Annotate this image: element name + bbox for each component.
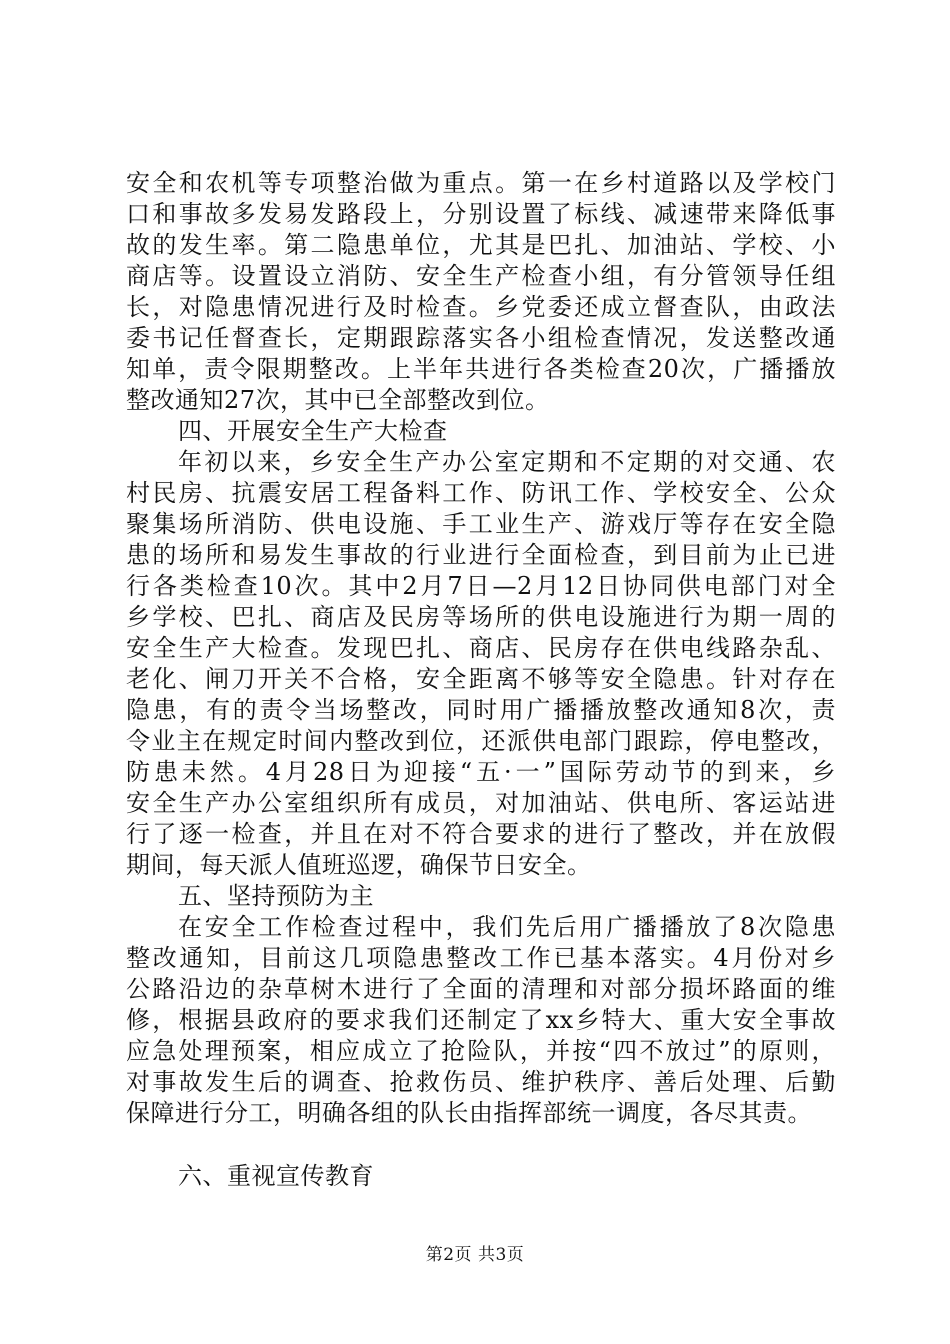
- paragraph-line: 修，根据县政府的要求我们还制定了xx乡特大、重大安全事故: [126, 1006, 836, 1034]
- paragraph-line: 隐患，有的责令当场整改，同时用广播播放整改通知8次，责: [126, 696, 836, 724]
- paragraph-line: 安全生产办公室组织所有成员，对加油站、供电所、客运站进: [126, 789, 836, 817]
- paragraph-line: 整改通知，目前这几项隐患整改工作已基本落实。4月份对乡: [126, 944, 836, 972]
- paragraph-line: 应急处理预案，相应成立了抢险队，并按“四不放过”的原则，: [126, 1037, 836, 1065]
- paragraph-line: 行了逐一检查，并且在对不符合要求的进行了整改，并在放假: [126, 820, 836, 848]
- paragraph-line: 整改通知27次，其中已全部整改到位。: [126, 386, 550, 414]
- paragraph-line: 商店等。设置设立消防、安全生产检查小组，有分管领导任组: [126, 262, 836, 290]
- paragraph-line: 在安全工作检查过程中，我们先后用广播播放了8次隐患: [178, 913, 836, 941]
- paragraph-line: 行各类检查10次。其中2月7日—2月12日协同供电部门对全: [126, 572, 836, 600]
- paragraph-line: 患的场所和易发生事故的行业进行全面检查，到目前为止已进: [126, 541, 836, 569]
- section-heading: 六、重视宣传教育: [178, 1162, 374, 1190]
- paragraph-line: 防患未然。4月28日为迎接“五·一”国际劳动节的到来，乡: [126, 758, 836, 786]
- paragraph-gap: [126, 1129, 836, 1161]
- paragraph-line: 委书记任督查长，定期跟踪落实各小组检查情况，发送整改通: [126, 324, 836, 352]
- paragraph-line: 口和事故多发易发路段上，分别设置了标线、减速带来降低事: [126, 200, 836, 228]
- paragraph-line: 年初以来，乡安全生产办公室定期和不定期的对交通、农: [178, 448, 836, 476]
- page-number-footer: 第2页 共3页: [425, 1245, 525, 1265]
- paragraph-line: 期间，每天派人值班巡逻，确保节日安全。: [126, 851, 592, 879]
- paragraph-line: 乡学校、巴扎、商店及民房等场所的供电设施进行为期一周的: [126, 603, 836, 631]
- paragraph-line: 对事故发生后的调查、抢救伤员、维护秩序、善后处理、后勤: [126, 1068, 836, 1096]
- paragraph-line: 村民房、抗震安居工程备料工作、防讯工作、学校安全、公众: [126, 479, 836, 507]
- paragraph-line: 知单，责令限期整改。上半年共进行各类检查20次，广播播放: [126, 355, 836, 383]
- paragraph-line: 安全生产大检查。发现巴扎、商店、民房存在供电线路杂乱、: [126, 634, 836, 662]
- paragraph-line: 老化、闸刀开关不合格，安全距离不够等安全隐患。针对存在: [126, 665, 836, 693]
- section-heading: 四、开展安全生产大检查: [178, 417, 448, 445]
- paragraph-line: 令业主在规定时间内整改到位，还派供电部门跟踪，停电整改，: [126, 727, 836, 755]
- paragraph-line: 故的发生率。第二隐患单位，尤其是巴扎、加油站、学校、小: [126, 231, 836, 259]
- paragraph-line: 长，对隐患情况进行及时检查。乡党委还成立督查队，由政法: [126, 293, 836, 321]
- section-heading: 五、坚持预防为主: [178, 882, 374, 910]
- paragraph-line: 聚集场所消防、供电设施、手工业生产、游戏厅等存在安全隐: [126, 510, 836, 538]
- document-body: [126, 168, 836, 1192]
- paragraph-line: 保障进行分工，明确各组的队长由指挥部统一调度，各尽其责。: [126, 1099, 812, 1127]
- paragraph-line: 公路沿边的杂草树木进行了全面的清理和对部分损坏路面的维: [126, 975, 836, 1003]
- paragraph-line: 安全和农机等专项整治做为重点。第一在乡村道路以及学校门: [126, 169, 836, 197]
